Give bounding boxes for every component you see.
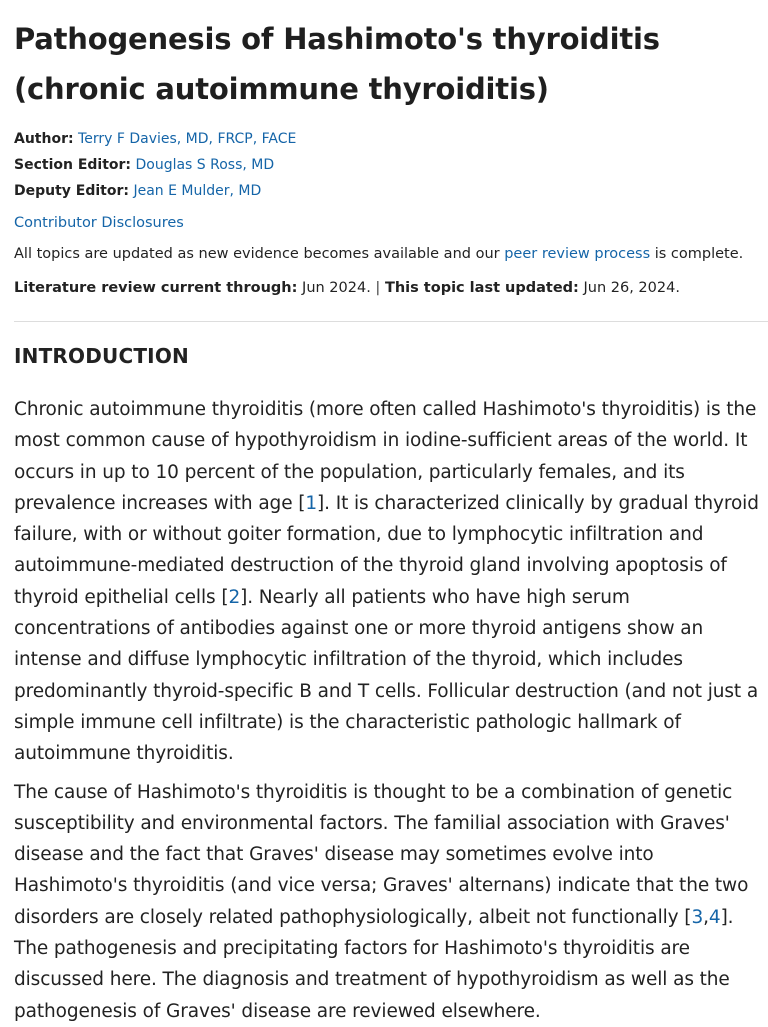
reference-link-3[interactable]: 3 [691,906,704,928]
author-line [14,126,768,152]
section-editor-link[interactable]: Douglas S Ross, MD [135,157,275,173]
deputy-editor-line [14,178,768,204]
contributor-disclosures-link[interactable]: Contributor Disclosures [14,215,184,231]
peer-review-process-link[interactable]: peer review process [504,246,651,262]
page-title: Pathogenesis of Hashimoto's thyroiditis (chronic autoimmune thyroiditis) [14,22,660,106]
intro-paragraph-1 [14,394,768,770]
last-updated-date: Jun 26, 2024. [578,280,680,296]
section-editor-label: Section Editor: [14,157,132,173]
literature-review-label: Literature review current through: [14,280,298,296]
reference-separator: , [703,906,709,928]
deputy-editor-label: Deputy Editor: [14,183,129,199]
literature-review-date: Jun 2024. [297,280,371,296]
reference-link-2[interactable]: 2 [228,586,241,608]
paragraph-text: ]. Nearly all patients who have high serum concentrations of antibodies against one or more thyroid antigens show an intense and diffuse lymphocytic infiltration of the thyroid, which includes predominantly thyroid-specific B and T cells. Follicular destruction (and not just a simple immune cell infiltrate) is the characteristic pathologic hallmark of autoimmune thyroiditis. [14,586,759,765]
section-heading-introduction: INTRODUCTION [14,344,189,368]
header-divider [14,321,768,322]
meta-separator: | [370,280,385,296]
reference-link-4[interactable]: 4 [708,906,721,928]
update-note-text-after: is complete. [650,246,744,262]
update-policy-note [14,244,768,264]
intro-paragraph-2 [14,777,768,1027]
reference-link-1[interactable]: 1 [305,492,318,514]
disclosures-row [14,210,768,236]
deputy-editor-link[interactable]: Jean E Mulder, MD [133,183,262,199]
update-note-text-before: All topics are updated as new evidence becomes available and our [14,246,505,262]
author-label: Author: [14,131,74,147]
section-editor-line [14,152,768,178]
paragraph-text: ]. The pathogenesis and precipitating factors for Hashimoto's thyroiditis are discussed here. The diagnosis and treatment of hypothyroidism as well as the pathogenesis of Graves' disease are reviewed elsewhere. [14,906,734,1022]
paragraph-text: ]. It is characterized clinically by gradual thyroid failure, with or without goiter formation, due to lymphocytic infiltration and autoimmune-mediated destruction of the thyroid gland involving apoptosis of thyroid epithelial cells [ [14,492,759,608]
literature-review-line [14,278,768,298]
last-updated-label: This topic last updated: [384,280,579,296]
paragraph-text: Chronic autoimmune thyroiditis (more often called Hashimoto's thyroiditis) is the most common cause of hypothyroidism in iodine-sufficient areas of the world. It occurs in up to 10 percent of the population, particularly females, and its prevalence increases with age [ [14,399,757,514]
paragraph-text: The cause of Hashimoto's thyroiditis is thought to be a combination of genetic susceptibility and environmental factors. The familial association with Graves' disease and the fact that Graves' disease may sometimes evolve into Hashimoto's thyroiditis (and vice versa; Graves' alternans) indicate that the two disorders are closely related pathophysiologically, albeit not functionally [ [14,781,749,928]
author-link[interactable]: Terry F Davies, MD, FRCP, FACE [78,131,297,147]
